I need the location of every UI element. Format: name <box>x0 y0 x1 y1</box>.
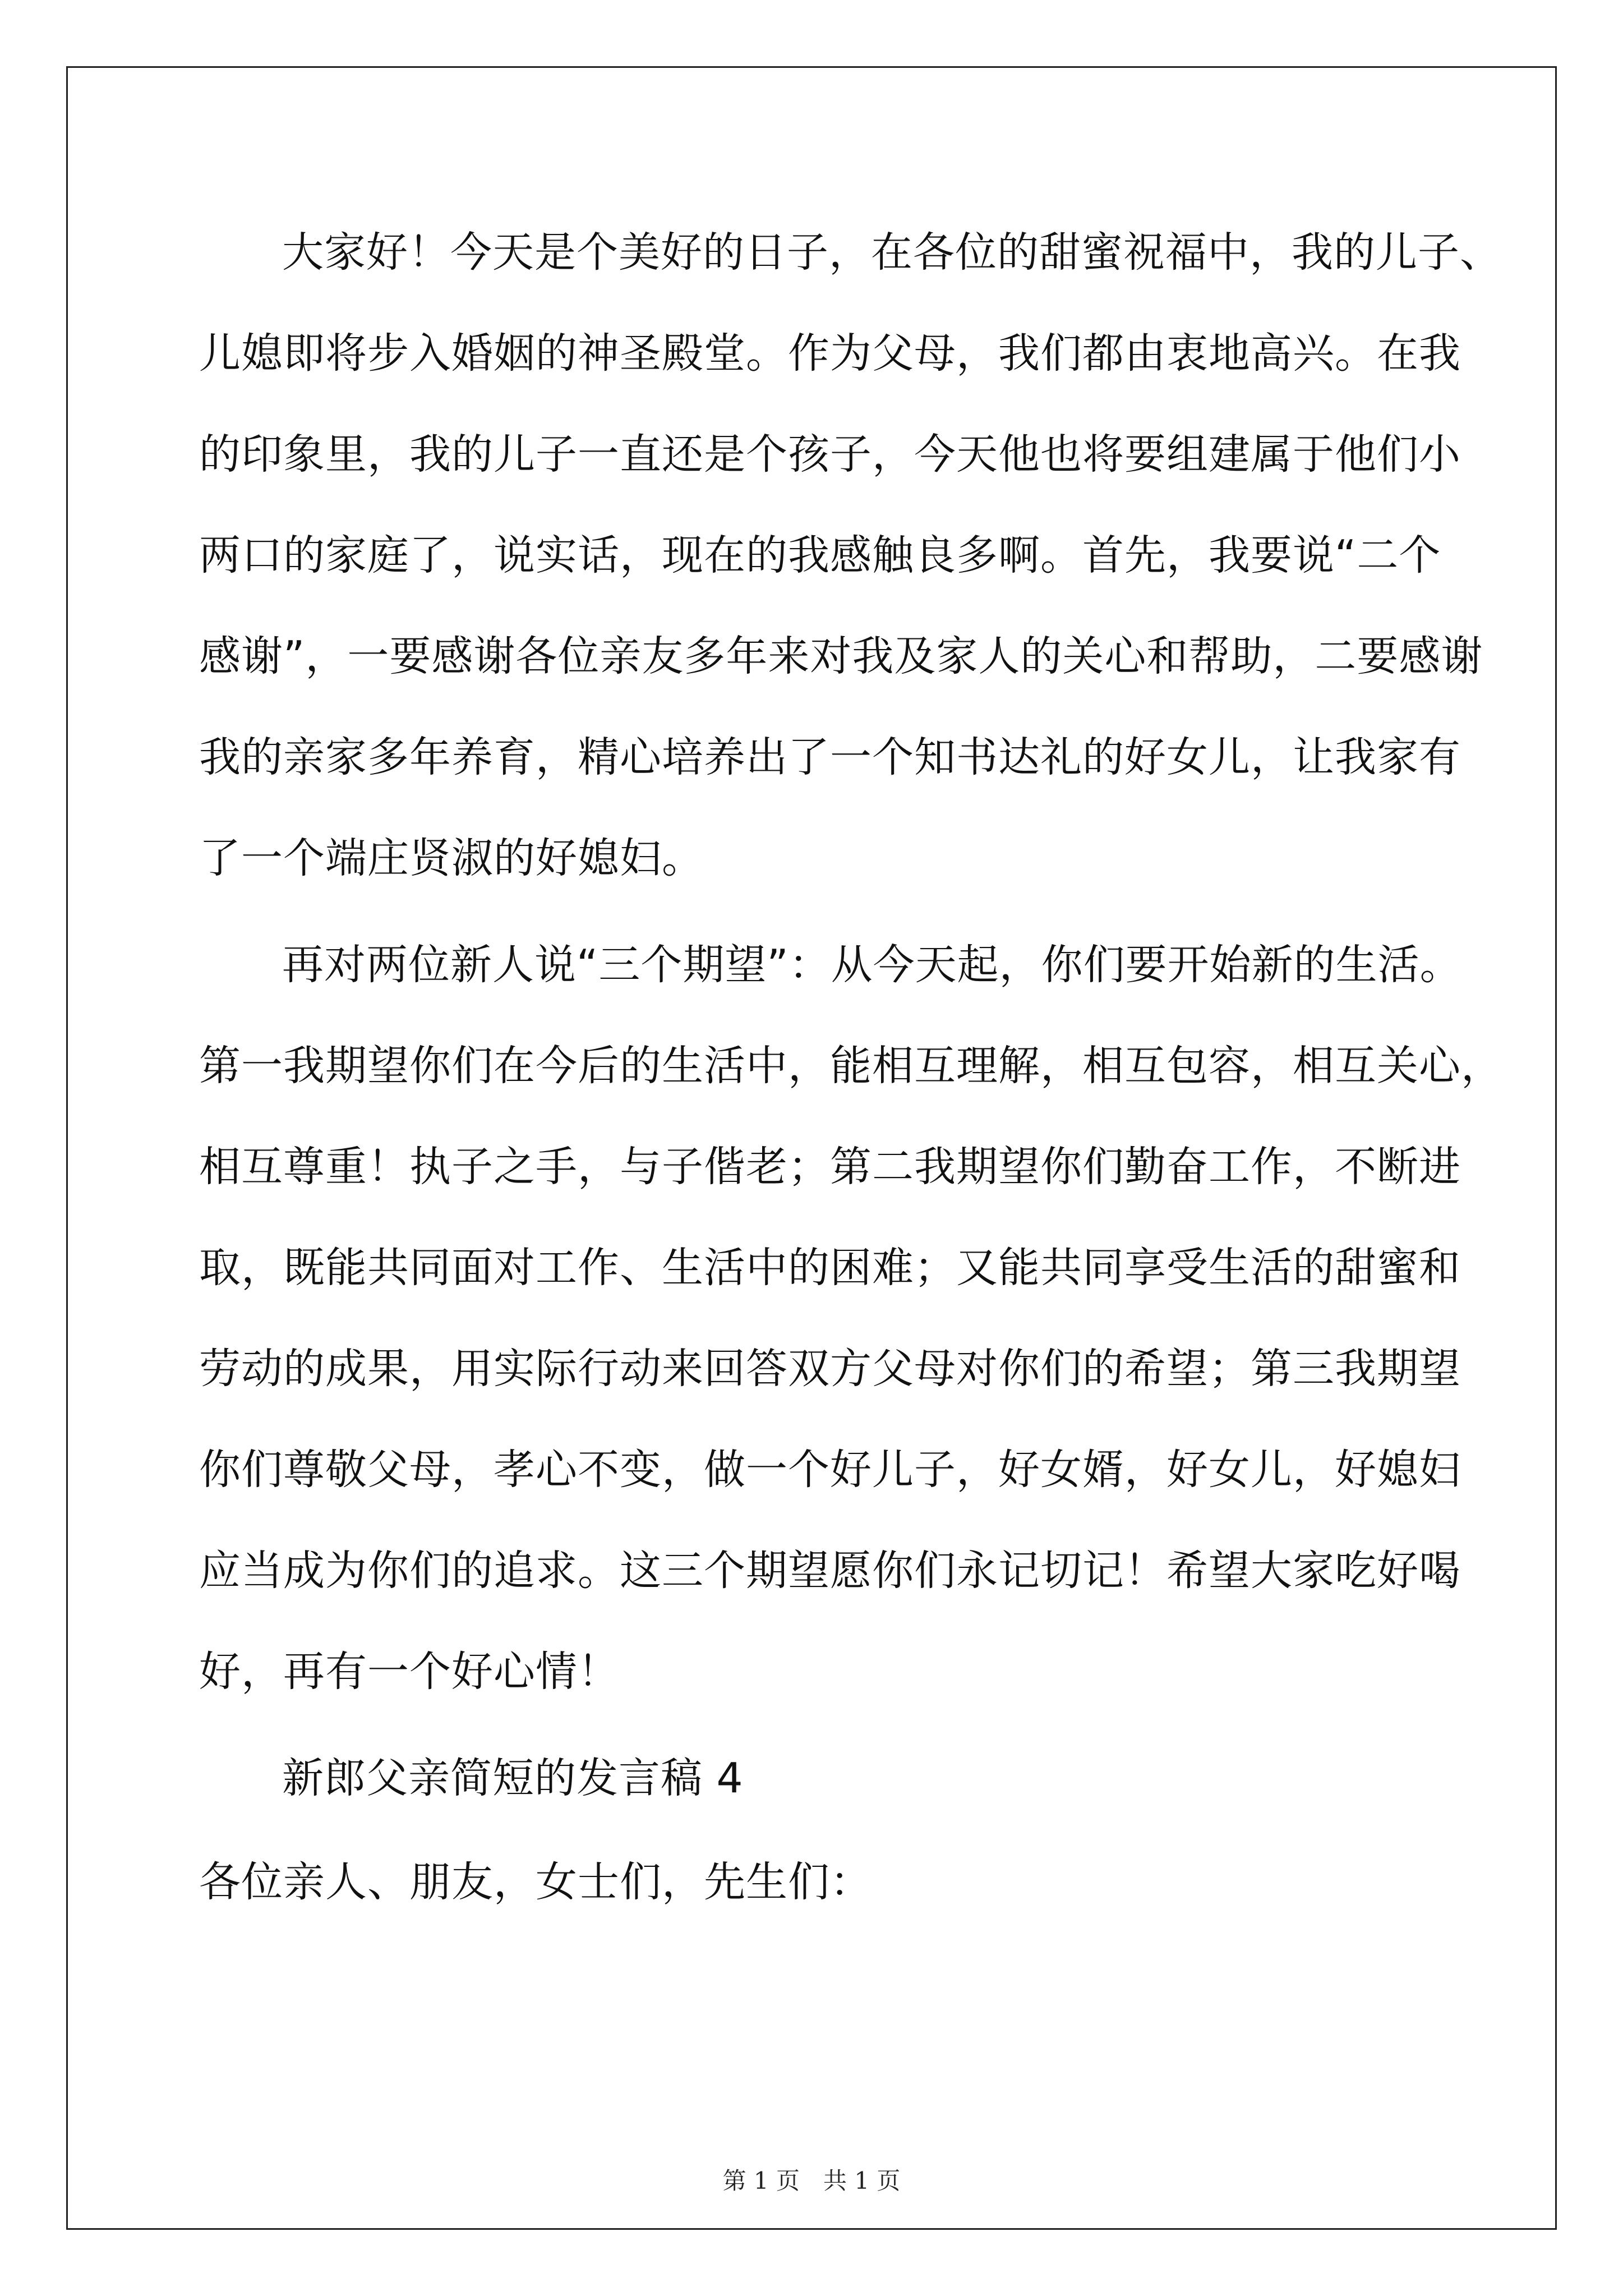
paragraph-2-line-5: 劳动的成果，用实际行动来回答双方父母对你们的希望；第三我期望 <box>199 1345 1461 1393</box>
paragraph-1-line-1: 大家好！今天是个美好的日子，在各位的甜蜜祝福中，我的儿子、 <box>282 228 1502 277</box>
paragraph-2-line-2: 第一我期望你们在今后的生活中，能相互理解，相互包容，相互关心， <box>199 1042 1503 1090</box>
paragraph-1-line-6: 我的亲家多年养育，精心培养出了一个知书达礼的好女儿，让我家有 <box>199 733 1461 781</box>
paragraph-2-line-7: 应当成为你们的追求。这三个期望愿你们永记切记！希望大家吃好喝 <box>199 1547 1461 1595</box>
paragraph-1-line-7: 了一个端庄贤淑的好媳妇。 <box>199 834 704 882</box>
section-heading: 新郎父亲简短的发言稿 4 <box>282 1754 744 1802</box>
paragraph-2-line-8: 好，再有一个好心情！ <box>199 1648 620 1696</box>
salutation: 各位亲人、朋友，女士们，先生们： <box>199 1858 872 1906</box>
page-footer: 第 1 页 共 1 页 <box>722 2167 901 2194</box>
paragraph-1-line-2: 儿媳即将步入婚姻的神圣殿堂。作为父母，我们都由衷地高兴。在我 <box>199 329 1461 378</box>
paragraph-2-line-6: 你们尊敬父母，孝心不变，做一个好儿子，好女婿，好女儿，好媳妇 <box>199 1446 1461 1494</box>
paragraph-2-line-3: 相互尊重！执子之手，与子偕老；第二我期望你们勤奋工作，不断进 <box>199 1143 1461 1191</box>
paragraph-2-line-1: 再对两位新人说“三个期望”：从今天起，你们要开始新的生活。 <box>282 941 1462 989</box>
paragraph-2-line-4: 取，既能共同面对工作、生活中的困难；又能共同享受生活的甜蜜和 <box>199 1244 1461 1292</box>
paragraph-1-line-5: 感谢”，一要感谢各位亲友多年来对我及家人的关心和帮助，二要感谢 <box>199 632 1483 680</box>
paragraph-1-line-4: 两口的家庭了，说实话，现在的我感触良多啊。首先，我要说“二个 <box>199 531 1441 579</box>
paragraph-1-line-3: 的印象里，我的儿子一直还是个孩子，今天他也将要组建属于他们小 <box>199 430 1461 478</box>
